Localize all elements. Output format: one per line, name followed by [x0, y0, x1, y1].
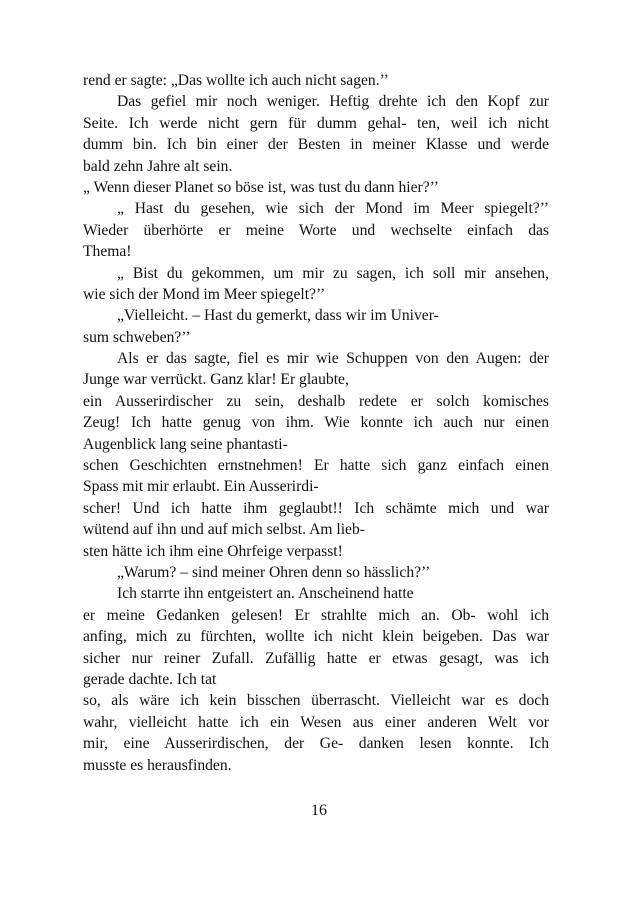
body-text — [83, 70, 549, 776]
text-line: „ Hast du gesehen, wie sich der Mond im Meer spiegelt?’’ — [117, 200, 549, 218]
text-line: „ Bist du gekommen, um mir zu sagen, ich soll mir ansehen, — [117, 264, 549, 282]
text-line: sten hätte ich ihm eine Ohrfeige verpasst! — [83, 542, 343, 560]
text-line: rend er sagte: „Das wollte ich auch nicht sagen.’’ — [83, 72, 389, 89]
text-line: Als er das sagte, fiel es mir wie Schuppen von den Augen: der — [117, 350, 549, 368]
text-line: musste es herausfinden. — [83, 756, 232, 774]
text-line: wahr, vielleicht hatte ich ein Wesen aus einer anderen Welt vor — [83, 713, 549, 731]
text-line: mir, eine Ausserirdischen, der Ge- danken lesen konnte. Ich — [83, 735, 549, 753]
text-line: dumm bin. Ich bin einer der Besten in meiner Klasse und werde — [83, 136, 549, 154]
text-line: gerade dachte. Ich tat — [83, 670, 217, 688]
text-line: „Vielleicht. – Hast du gemerkt, dass wir im Univer- — [117, 307, 439, 325]
text-line: Augenblick lang seine phantasti- — [83, 435, 288, 453]
text-line: Das gefiel mir noch weniger. Heftig drehte ich den Kopf zur — [117, 93, 549, 111]
text-line: „ Wenn dieser Planet so böse ist, was tust du dann hier?’’ — [83, 178, 439, 196]
text-line: er meine Gedanken gelesen! Er strahlte mich an. Ob- wohl ich — [83, 606, 549, 624]
text-line: Spass mit mir erlaubt. Ein Ausserirdi- — [83, 478, 319, 496]
text-line: ein Ausserirdischer zu sein, deshalb redete er solch komisches — [83, 392, 549, 410]
text-line: Zeug! Ich hatte genug von ihm. Wie konnte ich auch nur einen — [83, 414, 549, 432]
text-line: wie sich der Mond im Meer spiegelt?’’ — [83, 285, 326, 303]
text-line: Junge war verrückt. Ganz klar! Er glaubte, — [83, 371, 349, 389]
text-line: Ich starrte ihn entgeistert an. Anscheinend hatte — [117, 585, 414, 603]
text-line: so, als wäre ich kein bisschen überrascht. Vielleicht war es doch — [83, 692, 549, 710]
text-line: sicher nur reiner Zufall. Zufällig hatte er etwas gesagt, was ich — [83, 649, 549, 667]
text-line: anfing, mich zu fürchten, wollte ich nicht klein beigeben. Das war — [83, 628, 549, 646]
text-line: schen Geschichten ernstnehmen! Er hatte sich ganz einfach einen — [83, 457, 549, 475]
text-line: „Warum? – sind meiner Ohren denn so hässlich?’’ — [117, 563, 431, 581]
text-line: Wieder überhörte er meine Worte und wechselte einfach das — [83, 221, 549, 239]
page-number: 16 — [311, 802, 327, 819]
text-line: bald zehn Jahre alt sein. — [83, 157, 233, 175]
text-line: wütend auf ihn und auf mich selbst. Am lieb- — [83, 521, 365, 539]
text-line: Thema! — [83, 243, 132, 261]
text-line: Seite. Ich werde nicht gern für dumm gehal- ten, weil ich nicht — [83, 114, 549, 132]
text-line: scher! Und ich hatte ihm geglaubt!! Ich schämte mich und war — [83, 499, 549, 517]
text-line: sum schweben?’’ — [83, 328, 191, 346]
